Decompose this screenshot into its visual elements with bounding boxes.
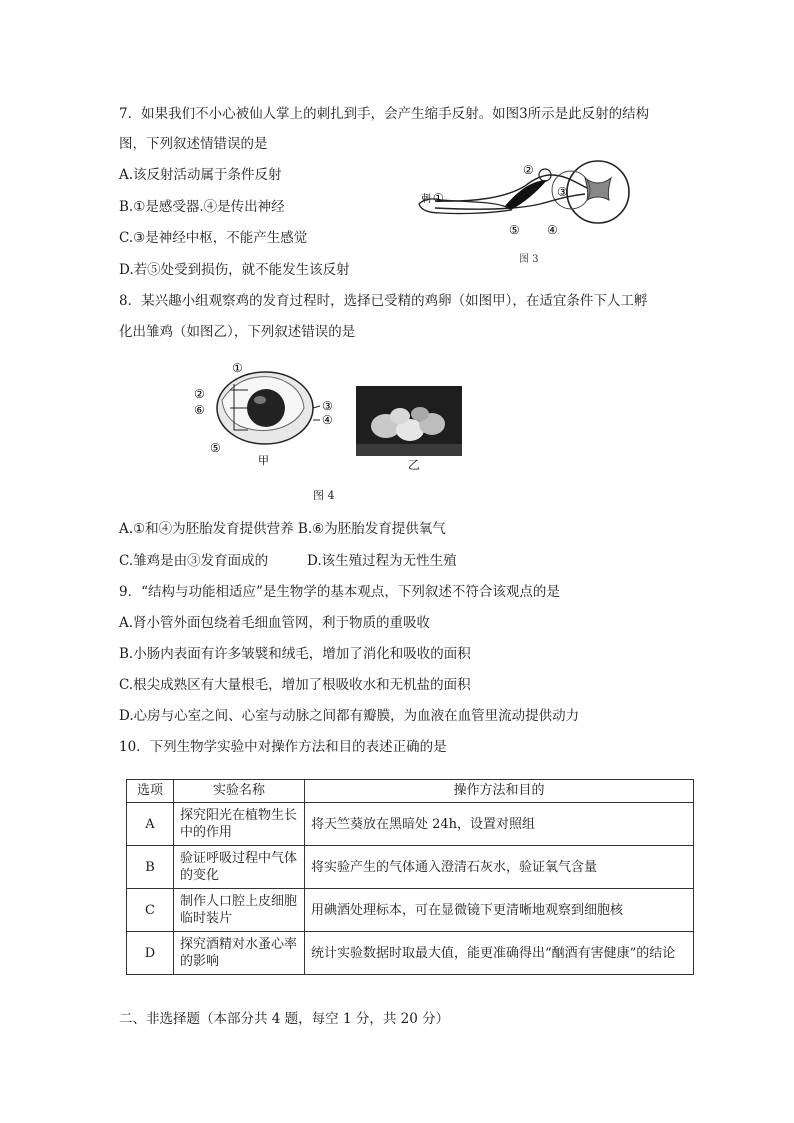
chick-figure-label: 乙 [408, 458, 421, 472]
thorn-label: 刺 [421, 194, 431, 205]
q7-stem-line2: 图，下列叙述情错误的是 [119, 136, 268, 152]
q7-option-a: A.该反射活动属于条件反射 [119, 167, 282, 183]
row-option: B [127, 846, 174, 889]
label-1: ① [433, 191, 444, 205]
table-row [127, 846, 694, 889]
q9-option-c: C.根尖成熟区有大量根毛，增加了根吸收水和无机盐的面积 [119, 677, 471, 693]
egg-label-5: ⑤ [210, 441, 221, 455]
q8-stem-line2: 化出雏鸡（如图乙），下列叙述错误的是 [119, 324, 356, 340]
q7-stem-line1: 7．如果我们不小心被仙人掌上的刺扎到手，会产生缩手反射。如图3所示是此反射的结构 [119, 106, 650, 122]
q9-option-b: B.小肠内表面有许多皱襞和绒毛，增加了消化和吸收的面积 [119, 646, 471, 662]
q8-option-d: D.该生殖过程为无性生殖 [307, 553, 457, 569]
figure4-caption: 图 4 [313, 489, 335, 502]
section2-heading: 二、非选择题（本部分共 4 题，每空 1 分，共 20 分） [119, 1011, 450, 1027]
row-experiment: 探究酒精对水蚤心率的影响 [174, 932, 305, 975]
header-experiment: 实验名称 [174, 780, 305, 803]
q9-option-a: A.肾小管外面包绕着毛细血管网，利于物质的重吸收 [119, 615, 431, 631]
q7-option-c: C.③是神经中枢，不能产生感觉 [119, 230, 308, 246]
table-row [127, 803, 694, 846]
row-option: C [127, 889, 174, 932]
header-option: 选项 [127, 780, 174, 803]
q7-option-d: D.若⑤处受到损伤，就不能发生该反射 [119, 262, 350, 278]
table-header-row [127, 780, 694, 803]
table-row [127, 932, 694, 975]
label-2: ② [523, 163, 534, 177]
row-option: A [127, 803, 174, 846]
table-row [127, 889, 694, 932]
figure3-caption: 图 3 [519, 254, 539, 265]
reflex-arc-figure [415, 158, 645, 268]
label-3: ③ [557, 185, 568, 199]
egg-figure-label: 甲 [258, 454, 269, 467]
chick-photo [356, 386, 462, 456]
row-experiment: 验证呼吸过程中气体的变化 [174, 846, 305, 889]
header-method: 操作方法和目的 [305, 780, 694, 803]
q8-options-ab: A.①和④为胚胎发育提供营养 B.⑥为胚胎发育提供氧气 [119, 521, 446, 537]
yolk [247, 389, 285, 427]
row-method: 用碘酒处理标本，可在显微镜下更清晰地观察到细胞核 [305, 889, 694, 932]
row-experiment: 探究阳光在植物生长中的作用 [174, 803, 305, 846]
q9-stem: 9．“结构与功能相适应”是生物学的基本观点，下列叙述不符合该观点的是 [119, 584, 560, 600]
row-option: D [127, 932, 174, 975]
row-method: 将天竺葵放在黑暗处 24h，设置对照组 [305, 803, 694, 846]
egg-figure [190, 360, 350, 470]
q8-option-c: C.雏鸡是由③发育面成的 [119, 553, 269, 569]
label-5: ⑤ [509, 223, 520, 237]
egg-label-2: ② [194, 387, 205, 401]
q8-stem-line1: 8．某兴趣小组观察鸡的发育过程时，选择已受精的鸡卵（如图甲），在适宜条件下人工孵 [119, 293, 648, 309]
q7-option-b: B.①是感受器.④是传出神经 [119, 199, 285, 215]
egg-label-3: ③ [322, 399, 333, 413]
egg-label-1: ① [232, 361, 243, 375]
label-4: ④ [547, 223, 558, 237]
experiment-table [126, 779, 694, 975]
row-method: 将实验产生的气体通入澄清石灰水，验证氧气含量 [305, 846, 694, 889]
row-experiment: 制作人口腔上皮细胞临时装片 [174, 889, 305, 932]
egg-label-6: ⑥ [194, 403, 205, 417]
row-method: 统计实验数据时取最大值，能更准确得出“酗酒有害健康”的结论 [305, 932, 694, 975]
egg-label-4: ④ [322, 413, 333, 427]
q9-option-d: D.心房与心室之间、心室与动脉之间都有瓣膜，为血液在血管里流动提供动力 [119, 708, 580, 724]
q10-stem: 10．下列生物学实验中对操作方法和目的表述正确的是 [119, 739, 447, 755]
